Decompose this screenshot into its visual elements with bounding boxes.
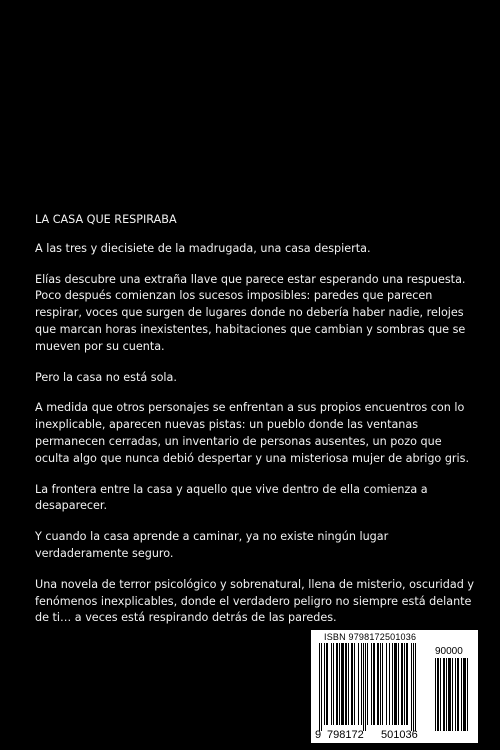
barcode-bar (351, 643, 353, 725)
barcode-bar (345, 643, 347, 725)
barcode-bar (333, 643, 334, 725)
barcode-bar (324, 643, 325, 725)
barcode-bar (389, 643, 390, 725)
barcode-bar (321, 643, 322, 731)
barcode-bar (452, 658, 453, 731)
book-title: LA CASA QUE RESPIRABA (35, 213, 177, 226)
barcode-bar (382, 643, 383, 725)
isbn-barcode (311, 630, 478, 743)
barcode-digit-lead: 9 (315, 729, 322, 741)
blurb-paragraph-7: Una novela de terror psicológico y sobrenatural, llena de misterio, oscuridad y fenómenos inexplicables, donde el verdadero peligro no siempre está delante de ti… a veces está respirando detrás de las paredes. (35, 577, 475, 625)
barcode-bar (448, 658, 451, 731)
barcode-digits-right: 501036 (381, 729, 418, 741)
barcode-bar (457, 658, 459, 731)
blurb-paragraph-4: A medida que otros personajes se enfrentan a sus propios encuentros con lo inexplicable, aparecen nuevas pistas: un pueblo donde las ventanas permanecen cerradas, un inventario de personas ausentes, un pozo que oculta algo que nunca debió despertar y una misteriosa mujer de abrigo gris. (35, 401, 470, 465)
barcode-bar (435, 658, 436, 731)
barcode-bar (371, 643, 372, 725)
barcode-bar (336, 643, 338, 725)
barcode-bar (437, 658, 439, 731)
barcode-bar (413, 643, 414, 731)
blurb-paragraph-2: Elías descubre una extraña llave que parece estar esperando una respuesta. Poco después comienzan los sucesos imposibles: paredes que parecen respirar, voces que surgen de lugares donde no debería haber nadie, relojes que marcan horas inexistentes, habitaciones que cambian y sombras que se mueven por su cuenta. (35, 272, 466, 353)
barcode-bar (348, 643, 349, 725)
barcode-bar (440, 658, 441, 731)
barcode-bar (319, 643, 320, 731)
barcode-digits-left: 798172 (327, 729, 364, 741)
barcode-bar (365, 643, 366, 731)
barcode-bar (398, 643, 399, 725)
barcode-bar (394, 643, 397, 725)
blurb-paragraph-5: La frontera entre la casa y aquello que vive dentro de ella comienza a desaparecer. (35, 482, 428, 513)
blurb (35, 212, 475, 641)
barcode-bar (411, 643, 412, 731)
barcode-bars-icon (319, 643, 431, 731)
barcode-bar (415, 643, 416, 731)
barcode-bar (361, 643, 362, 725)
price-code: 90000 (435, 646, 463, 657)
barcode-bar (326, 643, 328, 725)
barcode-bar (401, 643, 403, 725)
blurb-paragraph-1: A las tres y diecisiete de la madrugada, una casa despierta. (35, 241, 371, 255)
barcode-bar (446, 658, 447, 731)
addon-barcode-bars-icon (435, 658, 473, 731)
barcode-bar (386, 643, 387, 725)
barcode-bar (367, 643, 368, 725)
barcode-bar (341, 643, 344, 725)
blurb-paragraph-3: Pero la casa no está sola. (35, 370, 177, 384)
barcode-bar (392, 643, 393, 725)
isbn-label: ISBN 9798172501036 (324, 632, 417, 642)
barcode-bar (354, 643, 355, 725)
barcode-bar (363, 643, 364, 731)
barcode-bar (467, 658, 468, 731)
barcode-bar (339, 643, 340, 725)
barcode-bar (443, 658, 445, 731)
barcode-bar (377, 643, 379, 725)
barcode-bar (461, 658, 462, 731)
barcode-bar (380, 643, 381, 725)
barcode-bar (373, 643, 375, 725)
barcode-bar (404, 643, 405, 725)
blurb-paragraph-6: Y cuando la casa aprende a caminar, ya no existe ningún lugar verdaderamente seguro. (35, 530, 389, 560)
barcode-bar (406, 643, 408, 725)
barcode-bar (455, 658, 456, 731)
barcode-bar (331, 643, 332, 725)
barcode-bar (358, 643, 359, 725)
barcode-bar (463, 658, 466, 731)
